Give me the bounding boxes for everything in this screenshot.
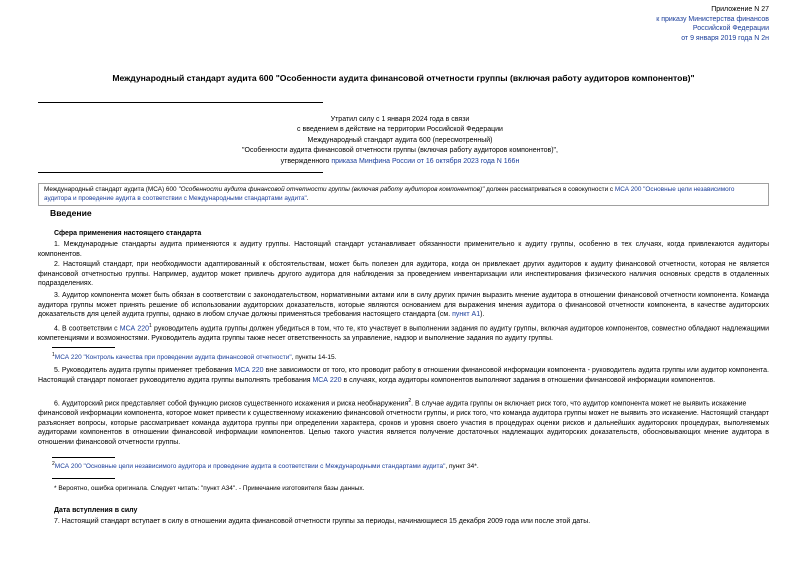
revocation-note <box>100 115 700 167</box>
isa220-link-3[interactable]: МСА 220 <box>312 376 342 384</box>
subsection-heading-scope: Сфера применения настоящего стандарта <box>54 230 202 237</box>
paragraph-6: финансовой информации компонента, которое может привести к существенному искажению финансовой отчетности группы, и риск того, что команда аудитора группы может не выявить это искажение. Настоящий стандарт разъясняет вопросы, которые рассматривает команда аудитора группы при определении характера, сроков и уровня своего участия в процедурах оценки рисков и дальнейших аудиторских процедурах, выполняемых аудиторами компонентов в отношении финансовой информации компонентов. Целью такого участия является получение достаточных надлежащих аудиторских доказательств, обосновывающих мнение аудитора в отношении финансовой отчетности группы. <box>38 410 769 446</box>
revocation-line: с введением в действие на территории Российской Федерации <box>297 126 503 134</box>
paragraph-6-first-line: 6. Аудиторский риск представляет собой функцию рисков существенного искажения и риска необнаружения$^2$. В случае аудита группы он включает риск того, что аудитор компонента может не выявить искажение <box>54 398 747 408</box>
divider-top <box>38 102 323 103</box>
section-heading-intro: Введение <box>50 208 92 218</box>
order-link-line3[interactable]: от 9 января 2019 года N 2н <box>681 34 769 42</box>
paragraph-7: 7. Настоящий стандарт вступает в силу в отношении аудита финансовой отчетности группы за периоды, начинающиеся 15 декабря 2009 года или после этой даты. <box>54 518 591 525</box>
footnote-separator-1 <box>52 347 115 348</box>
divider-bottom <box>38 172 323 173</box>
footnote-separator-2 <box>52 457 115 458</box>
isa220-link[interactable]: МСА 220 <box>119 325 150 333</box>
revocation-line: Международный стандарт аудита 600 (пересмотренный) <box>307 136 493 144</box>
isa200-title-link[interactable]: "Основные цели независимого аудитора и проведение аудита в соответствии с Международными стандартами аудита" <box>44 186 735 202</box>
revocation-line: утвержденного приказа Минфина России от 16 октября 2023 года N 166н <box>280 157 520 165</box>
revocation-line: Утратил силу с 1 января 2024 года в связи <box>330 116 470 123</box>
paragraph-1: 1. Международные стандарты аудита применяются к аудиту группы. Настоящий стандарт устанавливает обязанности применительно к аудиту группы, особенно в тех случаях, когда привлекаются аудиторы компонентов. <box>38 241 769 258</box>
order-link-line1[interactable]: к приказу Министерства финансов <box>656 15 769 23</box>
appendix-header <box>509 5 769 43</box>
subsection-heading-effective: Дата вступления в силу <box>54 507 138 514</box>
paragraph-2: 2. Настоящий стандарт, при необходимости адаптированный к обстоятельствам, может быть полезен для аудитора, когда он привлекает других аудиторов к аудиту финансовой отчетности, которая не является финансовой отчетностью группы. Например, аудитор может привлечь другого аудитора для наблюдения за проведением инвентаризации или инспектирования физического наличия основных средств в отдаленных подразделениях. <box>38 261 769 288</box>
paragraph-4: 4. В соответствии с МСА $220^1$ руководитель аудита группы должен убедиться в том, что те, кто участвует в выполнении задания по аудиту группы, включая аудиторов компонентов, совместно обладают надлежащими компетенциями и возможностями. Руководитель аудита группы также несет ответственность за управление, надзор и выполнение задания по аудиту группы. <box>38 323 769 342</box>
page-title: Международный стандарт аудита 600 "Особенности аудита финансовой отчетности группы (включая работу аудиторов компонентов)" <box>112 73 695 83</box>
point-a1-link[interactable]: пункт A1 <box>452 311 481 319</box>
paragraph-5: 5. Руководитель аудита группы применяет требования МСА 220 вне зависимости от того, кто проводит работу в отношении финансовой информации компонента - руководитель аудита группы или аудитор компонента. Настоящий стандарт помогает руководителю аудита группы выполнять требования МСА 220 в случаях, когда аудиторы компонентов выполняют задания в отношении финансовой информации компонентов. <box>38 367 770 384</box>
footnote-1-link[interactable]: МСА 220 "Контроль качества при проведении аудита финансовой отчетности" <box>54 354 292 362</box>
revocation-order-link[interactable]: приказа Минфина России от 16 октября 2023 года N 166н <box>331 157 520 165</box>
footnote-2: $^2$МСА 200 "Основные цели независимого аудитора и проведение аудита в соответствии с Международными стандартами аудита", пункт 34*. <box>52 461 479 471</box>
isa220-link-2[interactable]: МСА 220 <box>234 367 264 374</box>
revocation-line: "Особенности аудита финансовой отчетности группы (включая работу аудиторов компонентов)", <box>242 147 558 155</box>
paragraph-3: 3. Аудитор компонента может быть обязан в соответствии с законодательством, нормативными актами или в силу других причин выразить мнение аудитора в отношении финансовой отчетности компонента. Команда аудитора группы может принять решение об использовании аудиторских доказательств, которые являются основанием для выражения мнения аудитора о финансовой отчетности компонента, в качестве аудиторских доказательств для целей аудита группы, однако в любом случае должны применяться требования настоящего стандарта (см. пункт A1). <box>38 292 769 319</box>
isa200-link[interactable]: МСА 200 <box>614 186 642 193</box>
appendix-number: Приложение N 27 <box>711 6 769 13</box>
footnote-ref-2[interactable]: 2 <box>408 398 412 404</box>
footnote-ref-1[interactable]: 1 <box>149 323 152 329</box>
footnote-2-link[interactable]: МСА 200 "Основные цели независимого аудитора и проведение аудита в соответствии с Международными стандартами аудита" <box>54 463 446 471</box>
footnote-1: $^1$МСА 220 "Контроль качества при проведении аудита финансовой отчетности", пункты 14-15. <box>52 352 337 362</box>
notice-box: Международный стандарт аудита (МСА) 600 "Особенности аудита финансовой отчетности группы (включая работу аудиторов компонентов)" должен рассматриваться в совокупности с МСА 200 "Основные цели независимого аудитора и проведение аудита в соответствии с Международными стандартами аудита". <box>38 183 769 206</box>
editor-note: * Вероятно, ошибка оригинала. Следует читать: "пункт A34". - Примечание изготовителя базы данных. <box>54 485 365 492</box>
editor-note-separator <box>52 478 115 479</box>
order-link-line2[interactable]: Российской Федерации <box>692 25 769 33</box>
